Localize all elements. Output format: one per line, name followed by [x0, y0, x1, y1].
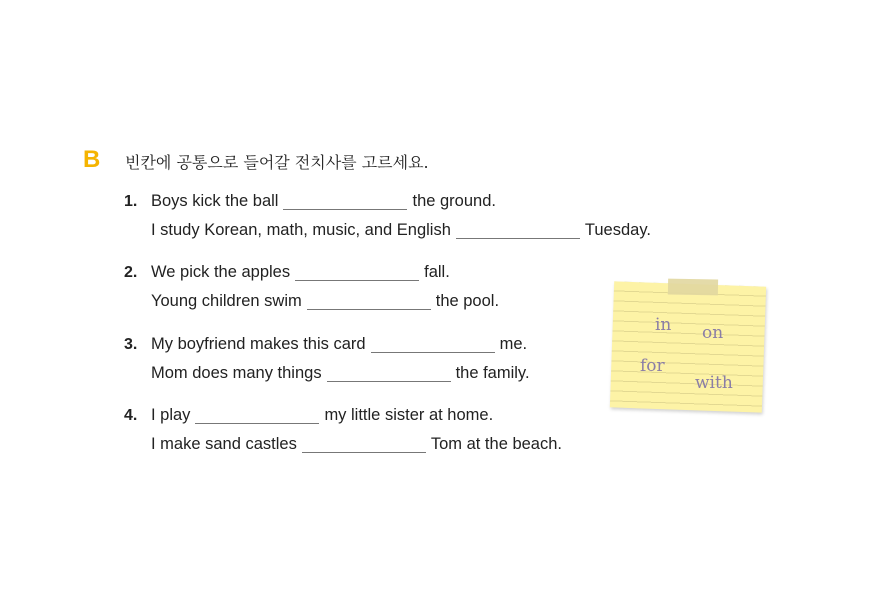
sentence-text: my little sister at home. [324, 406, 494, 424]
sentence-text: I study Korean, math, music, and English [151, 221, 451, 239]
sentence-text: My boyfriend makes this card [151, 335, 366, 353]
sentence-text: the ground. [412, 192, 496, 210]
answer-blank[interactable] [371, 351, 495, 353]
sentence-line [151, 192, 496, 211]
sentence-text: the family. [455, 364, 530, 382]
sentence-line [151, 335, 527, 354]
sentence-text: Mom does many things [151, 364, 322, 382]
sentence-line [151, 263, 450, 282]
answer-blank[interactable] [307, 308, 431, 310]
sentence-line [151, 292, 499, 311]
answer-blank[interactable] [302, 451, 426, 453]
sentence-line [151, 364, 530, 383]
question-number: 1. [124, 193, 138, 210]
word-option: with [695, 373, 733, 393]
answer-blank[interactable] [195, 422, 319, 424]
sentence-text: I play [151, 406, 191, 424]
sentence-text: I make sand castles [151, 435, 297, 453]
sentence-text: Boys kick the ball [151, 192, 279, 210]
instruction-text: 빈칸에 공통으로 들어갈 전치사를 고르세요. [125, 153, 429, 172]
sticky-note [610, 281, 766, 412]
sentence-line [151, 435, 562, 454]
sentence-text: the pool. [435, 292, 500, 310]
sentence-text: Tuesday. [584, 221, 651, 239]
sentence-text: We pick the apples [151, 263, 291, 281]
sentence-text: me. [499, 335, 528, 353]
answer-blank[interactable] [456, 237, 580, 239]
sentence-line [151, 406, 493, 425]
sentence-text: Young children swim [151, 292, 302, 310]
answer-blank[interactable] [283, 208, 407, 210]
answer-blank[interactable] [295, 279, 419, 281]
sentence-text: Tom at the beach. [430, 435, 562, 453]
section-letter: B [83, 146, 101, 173]
tape [668, 279, 718, 296]
sentence-line [151, 221, 651, 240]
question-number: 3. [124, 336, 138, 353]
word-option: in [655, 315, 672, 335]
answer-blank[interactable] [327, 380, 451, 382]
question-number: 4. [124, 407, 138, 424]
question-number: 2. [124, 264, 138, 281]
word-option: on [702, 323, 724, 343]
sentence-text: fall. [424, 263, 450, 281]
word-option: for [640, 356, 665, 376]
